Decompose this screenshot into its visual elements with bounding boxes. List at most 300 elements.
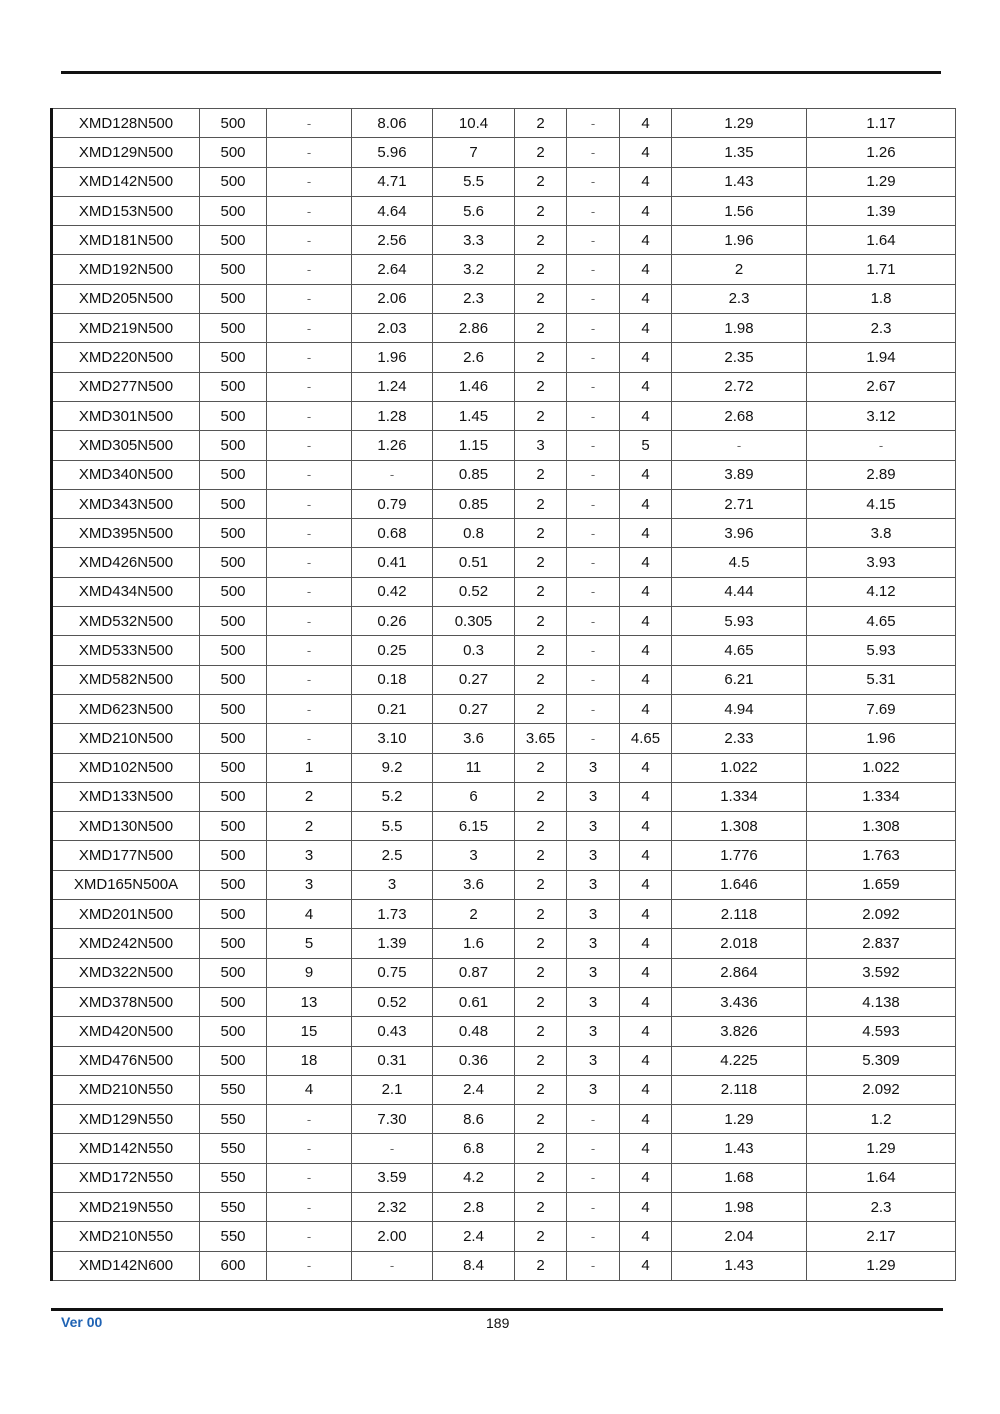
table-row	[52, 694, 956, 723]
table-cell: 500	[200, 196, 267, 225]
table-cell: 2	[515, 196, 567, 225]
table-cell: 3.93	[807, 548, 956, 577]
table-cell: 4	[620, 401, 672, 430]
table-cell: 500	[200, 753, 267, 782]
table-cell: 1.43	[672, 167, 807, 196]
table-cell: 1.35	[672, 138, 807, 167]
table-cell: -	[267, 665, 352, 694]
table-cell: 2	[515, 870, 567, 899]
table-cell: 1.26	[807, 138, 956, 167]
table-cell: -	[267, 431, 352, 460]
table-cell: 1.29	[807, 1134, 956, 1163]
table-row	[52, 1017, 956, 1046]
table-cell: 2	[515, 167, 567, 196]
table-cell: -	[807, 431, 956, 460]
table-cell: 4	[620, 1105, 672, 1134]
table-cell: 9.2	[352, 753, 433, 782]
table-cell: 11	[433, 753, 515, 782]
table-cell: 3	[567, 1017, 620, 1046]
table-cell: 2.04	[672, 1222, 807, 1251]
table-row	[52, 138, 956, 167]
table-cell: 1.6	[433, 929, 515, 958]
model-cell: XMD129N500	[52, 138, 200, 167]
model-cell: XMD305N500	[52, 431, 200, 460]
table-cell: 1.73	[352, 900, 433, 929]
table-cell: 7.69	[807, 694, 956, 723]
table-cell: 3	[567, 753, 620, 782]
model-cell: XMD210N500	[52, 724, 200, 753]
table-cell: 1.39	[807, 196, 956, 225]
table-cell: 4.64	[352, 196, 433, 225]
table-cell: 500	[200, 138, 267, 167]
model-cell: XMD130N500	[52, 812, 200, 841]
table-cell: 2.00	[352, 1222, 433, 1251]
table-cell: 1.96	[807, 724, 956, 753]
table-cell: 1.56	[672, 196, 807, 225]
table-cell: 2	[515, 1105, 567, 1134]
table-cell: 4	[620, 841, 672, 870]
table-cell: 2.35	[672, 343, 807, 372]
table-cell: 2	[515, 255, 567, 284]
table-cell: 2	[515, 1163, 567, 1192]
model-cell: XMD219N550	[52, 1192, 200, 1221]
table-cell: 2.03	[352, 314, 433, 343]
table-cell: 3	[515, 431, 567, 460]
table-cell: 550	[200, 1075, 267, 1104]
table-cell: 500	[200, 607, 267, 636]
table-cell: 2	[515, 284, 567, 313]
table-cell: 4.44	[672, 577, 807, 606]
table-cell: 2.864	[672, 958, 807, 987]
table-cell: 500	[200, 314, 267, 343]
table-cell: 0.27	[433, 665, 515, 694]
table-cell: 550	[200, 1163, 267, 1192]
table-cell: 4.593	[807, 1017, 956, 1046]
table-cell: -	[352, 1251, 433, 1280]
table-cell: 2.118	[672, 900, 807, 929]
table-cell: -	[267, 109, 352, 138]
table-cell: -	[672, 431, 807, 460]
table-cell: 2	[515, 519, 567, 548]
table-cell: 0.43	[352, 1017, 433, 1046]
table-cell: 500	[200, 372, 267, 401]
table-cell: 1.2	[807, 1105, 956, 1134]
table-cell: -	[267, 138, 352, 167]
table-cell: 500	[200, 109, 267, 138]
model-cell: XMD395N500	[52, 519, 200, 548]
table-cell: 500	[200, 665, 267, 694]
table-row	[52, 372, 956, 401]
table-cell: 4	[267, 900, 352, 929]
table-cell: 3	[433, 841, 515, 870]
model-cell: XMD102N500	[52, 753, 200, 782]
table-row	[52, 284, 956, 313]
table-cell: 4	[620, 1163, 672, 1192]
table-cell: 3	[567, 929, 620, 958]
table-cell: 6.21	[672, 665, 807, 694]
table-cell: 1.763	[807, 841, 956, 870]
table-row	[52, 1105, 956, 1134]
table-cell: 5.309	[807, 1046, 956, 1075]
table-cell: -	[267, 401, 352, 430]
table-cell: 0.68	[352, 519, 433, 548]
table-cell: 500	[200, 255, 267, 284]
model-cell: XMD340N500	[52, 460, 200, 489]
table-cell: -	[267, 694, 352, 723]
table-cell: -	[567, 1105, 620, 1134]
table-row	[52, 1192, 956, 1221]
table-cell: -	[267, 284, 352, 313]
table-row	[52, 314, 956, 343]
table-cell: 2.72	[672, 372, 807, 401]
table-cell: 500	[200, 841, 267, 870]
table-cell: 2	[515, 138, 567, 167]
table-cell: -	[567, 284, 620, 313]
table-cell: -	[267, 1192, 352, 1221]
table-cell: 5	[620, 431, 672, 460]
table-cell: 4	[267, 1075, 352, 1104]
table-cell: 3	[567, 870, 620, 899]
table-cell: 0.52	[352, 987, 433, 1016]
table-cell: 0.51	[433, 548, 515, 577]
table-cell: 0.25	[352, 636, 433, 665]
table-cell: 1.43	[672, 1251, 807, 1280]
table-cell: 4	[620, 226, 672, 255]
table-cell: 6.15	[433, 812, 515, 841]
model-cell: XMD242N500	[52, 929, 200, 958]
table-cell: -	[567, 1192, 620, 1221]
table-cell: 2.86	[433, 314, 515, 343]
table-cell: 4	[620, 870, 672, 899]
table-row	[52, 1222, 956, 1251]
table-cell: 4	[620, 519, 672, 548]
table-cell: 2.06	[352, 284, 433, 313]
table-cell: 8.4	[433, 1251, 515, 1280]
table-cell: -	[267, 343, 352, 372]
table-cell: 600	[200, 1251, 267, 1280]
table-cell: 0.48	[433, 1017, 515, 1046]
table-cell: 3.12	[807, 401, 956, 430]
table-cell: 2	[515, 548, 567, 577]
table-cell: -	[567, 577, 620, 606]
model-cell: XMD277N500	[52, 372, 200, 401]
table-cell: 500	[200, 782, 267, 811]
table-cell: 3	[567, 841, 620, 870]
table-cell: 500	[200, 870, 267, 899]
model-cell: XMD153N500	[52, 196, 200, 225]
table-row	[52, 1251, 956, 1280]
model-cell: XMD220N500	[52, 343, 200, 372]
table-cell: 1.64	[807, 226, 956, 255]
table-cell: 2.67	[807, 372, 956, 401]
table-row	[52, 665, 956, 694]
table-cell: 4.94	[672, 694, 807, 723]
table-cell: -	[267, 1134, 352, 1163]
table-cell: 3.65	[515, 724, 567, 753]
table-cell: 0.8	[433, 519, 515, 548]
table-cell: -	[567, 1163, 620, 1192]
table-cell: -	[267, 1163, 352, 1192]
table-cell: 4.15	[807, 489, 956, 518]
table-cell: 2	[433, 900, 515, 929]
table-cell: 1.98	[672, 314, 807, 343]
table-cell: 4	[620, 343, 672, 372]
table-cell: 4	[620, 314, 672, 343]
table-cell: 4	[620, 958, 672, 987]
table-row	[52, 1075, 956, 1104]
table-cell: 4	[620, 636, 672, 665]
table-cell: -	[567, 1222, 620, 1251]
table-cell: 2	[515, 109, 567, 138]
model-cell: XMD142N500	[52, 167, 200, 196]
table-cell: 1.29	[672, 109, 807, 138]
table-row	[52, 929, 956, 958]
table-row	[52, 167, 956, 196]
table-row	[52, 812, 956, 841]
table-cell: 4	[620, 987, 672, 1016]
table-row	[52, 987, 956, 1016]
table-cell: 4	[620, 900, 672, 929]
model-cell: XMD434N500	[52, 577, 200, 606]
model-cell: XMD177N500	[52, 841, 200, 870]
table-cell: 2	[515, 401, 567, 430]
table-cell: -	[567, 1251, 620, 1280]
table-cell: 5.5	[433, 167, 515, 196]
table-row	[52, 1134, 956, 1163]
model-cell: XMD532N500	[52, 607, 200, 636]
table-cell: -	[567, 665, 620, 694]
table-cell: 3.6	[433, 724, 515, 753]
model-cell: XMD128N500	[52, 109, 200, 138]
table-row	[52, 782, 956, 811]
table-cell: 550	[200, 1222, 267, 1251]
table-cell: 0.305	[433, 607, 515, 636]
table-cell: 0.36	[433, 1046, 515, 1075]
table-row	[52, 753, 956, 782]
table-cell: 10.4	[433, 109, 515, 138]
table-cell: 2	[515, 1075, 567, 1104]
table-cell: 1.646	[672, 870, 807, 899]
table-row	[52, 548, 956, 577]
table-row	[52, 1046, 956, 1075]
table-cell: 4	[620, 694, 672, 723]
table-cell: 2	[515, 812, 567, 841]
table-cell: -	[267, 636, 352, 665]
table-cell: -	[567, 314, 620, 343]
model-cell: XMD582N500	[52, 665, 200, 694]
table-cell: -	[567, 724, 620, 753]
table-cell: 2.32	[352, 1192, 433, 1221]
table-cell: -	[567, 372, 620, 401]
table-cell: 550	[200, 1134, 267, 1163]
table-cell: 18	[267, 1046, 352, 1075]
model-cell: XMD210N550	[52, 1222, 200, 1251]
table-cell: 1.96	[672, 226, 807, 255]
table-cell: 500	[200, 987, 267, 1016]
table-cell: 1.15	[433, 431, 515, 460]
table-cell: 2	[267, 782, 352, 811]
table-cell: -	[267, 196, 352, 225]
table-cell: 3.8	[807, 519, 956, 548]
table-cell: 500	[200, 431, 267, 460]
table-cell: 1.022	[672, 753, 807, 782]
table-cell: -	[267, 1105, 352, 1134]
table-cell: 5.96	[352, 138, 433, 167]
table-cell: -	[267, 372, 352, 401]
table-cell: 2.092	[807, 900, 956, 929]
table-cell: 2.71	[672, 489, 807, 518]
model-cell: XMD133N500	[52, 782, 200, 811]
table-cell: 2	[515, 343, 567, 372]
table-cell: 2.118	[672, 1075, 807, 1104]
table-cell: 3	[567, 987, 620, 1016]
table-cell: 2	[267, 812, 352, 841]
model-cell: XMD426N500	[52, 548, 200, 577]
page-number: 189	[486, 1315, 510, 1331]
table-cell: 7	[433, 138, 515, 167]
table-cell: -	[567, 519, 620, 548]
table-cell: 6	[433, 782, 515, 811]
table-cell: 500	[200, 929, 267, 958]
table-cell: -	[267, 607, 352, 636]
model-cell: XMD165N500A	[52, 870, 200, 899]
table-cell: 500	[200, 1046, 267, 1075]
table-cell: 5.2	[352, 782, 433, 811]
table-cell: 4	[620, 1134, 672, 1163]
table-cell: 3.2	[433, 255, 515, 284]
table-cell: 1.98	[672, 1192, 807, 1221]
table-cell: 3.96	[672, 519, 807, 548]
table-cell: 2	[515, 1017, 567, 1046]
table-body	[52, 109, 956, 1281]
model-cell: XMD192N500	[52, 255, 200, 284]
table-cell: 3	[567, 1046, 620, 1075]
table-cell: -	[567, 548, 620, 577]
table-cell: 4	[620, 1222, 672, 1251]
table-cell: 1.29	[807, 167, 956, 196]
table-cell: 1.43	[672, 1134, 807, 1163]
table-cell: 2.89	[807, 460, 956, 489]
model-cell: XMD219N500	[52, 314, 200, 343]
table-cell: 1	[267, 753, 352, 782]
table-cell: 3.6	[433, 870, 515, 899]
table-cell: 4.12	[807, 577, 956, 606]
model-cell: XMD142N550	[52, 1134, 200, 1163]
table-cell: 3	[567, 1075, 620, 1104]
table-row	[52, 724, 956, 753]
table-cell: 4	[620, 929, 672, 958]
table-cell: 500	[200, 284, 267, 313]
model-cell: XMD129N550	[52, 1105, 200, 1134]
table-cell: 500	[200, 636, 267, 665]
table-cell: 1.24	[352, 372, 433, 401]
table-cell: 2	[515, 636, 567, 665]
table-cell: 4	[620, 782, 672, 811]
table-cell: 3	[567, 782, 620, 811]
table-cell: 7.30	[352, 1105, 433, 1134]
table-cell: -	[267, 489, 352, 518]
table-cell: 1.94	[807, 343, 956, 372]
table-cell: 8.06	[352, 109, 433, 138]
table-cell: 0.79	[352, 489, 433, 518]
table-cell: 2.3	[807, 1192, 956, 1221]
table-row	[52, 1163, 956, 1192]
table-cell: 1.17	[807, 109, 956, 138]
table-cell: 1.45	[433, 401, 515, 430]
table-cell: 500	[200, 489, 267, 518]
table-row	[52, 109, 956, 138]
table-cell: 0.3	[433, 636, 515, 665]
table-cell: 4	[620, 167, 672, 196]
table-cell: 4	[620, 812, 672, 841]
table-cell: 3.592	[807, 958, 956, 987]
table-cell: 500	[200, 401, 267, 430]
table-cell: 1.64	[807, 1163, 956, 1192]
table-cell: 3	[267, 841, 352, 870]
table-cell: 9	[267, 958, 352, 987]
table-cell: 0.18	[352, 665, 433, 694]
table-cell: 4.138	[807, 987, 956, 1016]
table-cell: 2	[515, 1251, 567, 1280]
table-cell: 500	[200, 548, 267, 577]
table-cell: 500	[200, 900, 267, 929]
table-cell: -	[267, 167, 352, 196]
table-row	[52, 431, 956, 460]
table-cell: 3	[567, 812, 620, 841]
table-cell: 5.5	[352, 812, 433, 841]
table-cell: 1.022	[807, 753, 956, 782]
table-cell: 4.5	[672, 548, 807, 577]
table-cell: 1.29	[807, 1251, 956, 1280]
table-cell: 2	[515, 753, 567, 782]
table-cell: 2	[515, 1192, 567, 1221]
table-cell: 2	[515, 1134, 567, 1163]
table-cell: 4	[620, 255, 672, 284]
table-cell: 4.71	[352, 167, 433, 196]
table-cell: 4.65	[807, 607, 956, 636]
table-cell: -	[567, 1134, 620, 1163]
table-cell: 0.75	[352, 958, 433, 987]
model-cell: XMD201N500	[52, 900, 200, 929]
table-cell: 1.308	[807, 812, 956, 841]
table-cell: 2.64	[352, 255, 433, 284]
table-cell: 4.2	[433, 1163, 515, 1192]
table-cell: 2	[515, 782, 567, 811]
table-cell: 2.092	[807, 1075, 956, 1104]
table-cell: 2	[515, 372, 567, 401]
model-cell: XMD172N550	[52, 1163, 200, 1192]
table-cell: -	[567, 167, 620, 196]
table-row	[52, 900, 956, 929]
table-cell: 3	[567, 958, 620, 987]
model-cell: XMD322N500	[52, 958, 200, 987]
model-cell: XMD181N500	[52, 226, 200, 255]
table-cell: 550	[200, 1105, 267, 1134]
table-cell: 1.334	[807, 782, 956, 811]
table-cell: 2.56	[352, 226, 433, 255]
table-cell: -	[267, 255, 352, 284]
version-label: Ver 00	[61, 1314, 103, 1330]
table-cell: 4	[620, 1046, 672, 1075]
table-cell: -	[567, 109, 620, 138]
table-cell: 2.018	[672, 929, 807, 958]
table-cell: 500	[200, 812, 267, 841]
model-cell: XMD476N500	[52, 1046, 200, 1075]
table-cell: -	[567, 607, 620, 636]
table-cell: 1.8	[807, 284, 956, 313]
table-cell: 4	[620, 1192, 672, 1221]
table-cell: 2.5	[352, 841, 433, 870]
